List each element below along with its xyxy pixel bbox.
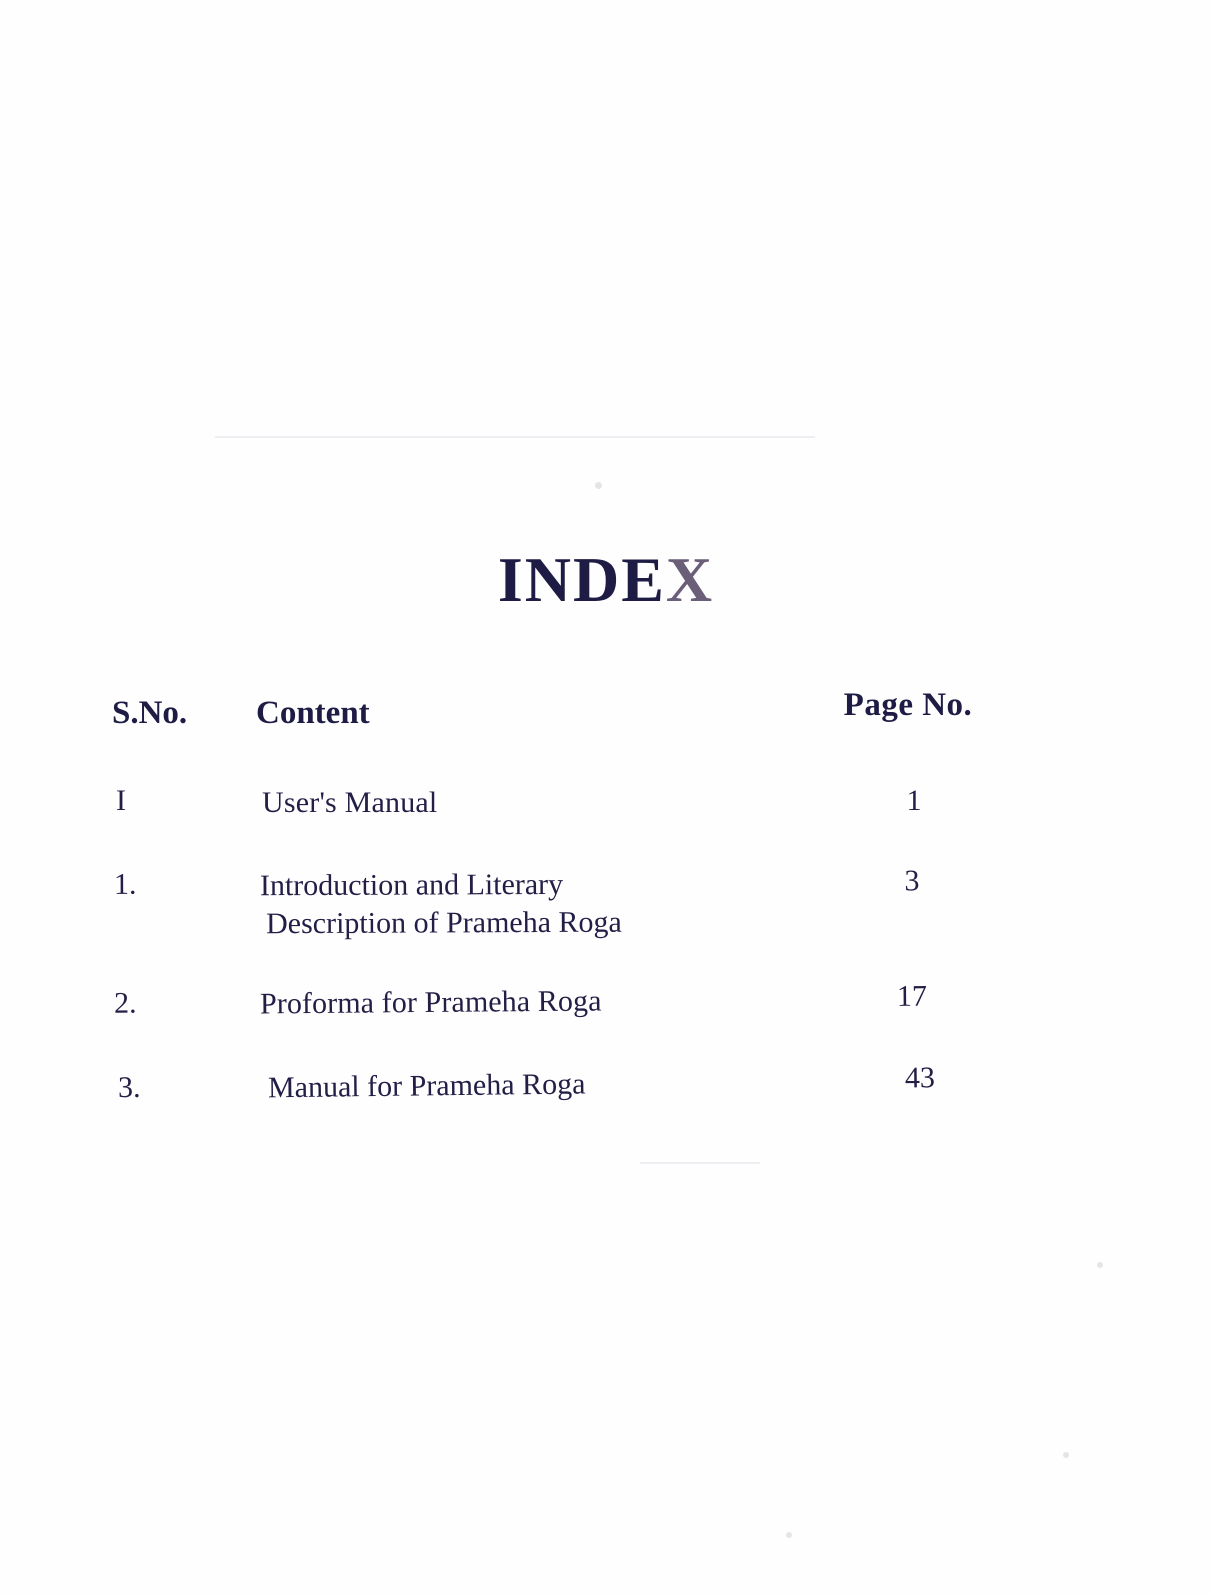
row-content-line1: Manual for Prameha Roga	[267, 1067, 586, 1104]
row-sno: I	[116, 784, 126, 817]
row-content	[250, 981, 820, 1024]
page-title	[0, 543, 1212, 617]
row-content-line1: User's Manual	[262, 786, 438, 819]
scan-artifact-speck	[1063, 1452, 1069, 1458]
scan-artifact-line	[215, 436, 815, 438]
row-sno: 1.	[113, 868, 137, 902]
row-content-line2: Description of Prameha Roga	[266, 906, 622, 941]
column-header-sno: S.No.	[112, 695, 188, 731]
table-row	[100, 864, 980, 945]
table-row	[100, 1060, 980, 1109]
scan-artifact-speck	[595, 482, 602, 489]
row-page-number: 1	[906, 784, 922, 817]
index-table	[100, 687, 980, 1148]
scan-artifact-speck	[786, 1532, 792, 1538]
row-content	[252, 784, 822, 822]
scan-artifact-line	[640, 1162, 760, 1164]
scan-artifact-speck	[1097, 1262, 1103, 1268]
row-page-number: 17	[896, 979, 928, 1014]
row-sno: 3.	[117, 1070, 141, 1104]
page-title-text: INDEX	[497, 544, 715, 615]
row-content-line1: Proforma for Prameha Roga	[259, 984, 602, 1021]
table-header-row	[100, 687, 980, 732]
column-header-content: Content	[256, 695, 370, 731]
row-content	[254, 1062, 828, 1107]
column-header-page: Page No.	[843, 687, 973, 723]
row-content-line1: Introduction and Literary	[259, 868, 564, 903]
row-page-number: 3	[904, 864, 920, 898]
row-content	[250, 865, 820, 944]
row-page-number: 43	[904, 1060, 936, 1095]
table-row	[100, 979, 980, 1025]
table-row	[100, 784, 980, 822]
row-sno: 2.	[113, 986, 137, 1020]
